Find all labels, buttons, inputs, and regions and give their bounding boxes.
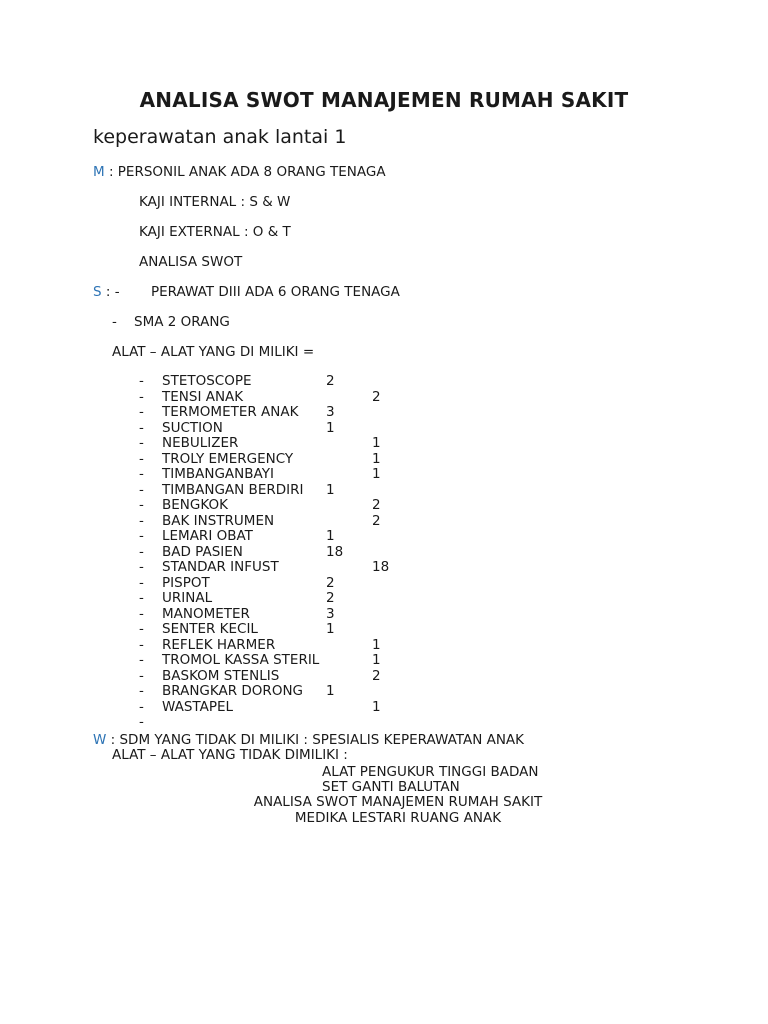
- list-item: [0, 576, 768, 592]
- list-bullet: -: [139, 528, 144, 544]
- w-line: [93, 732, 524, 748]
- item-name: MANOMETER: [162, 605, 250, 622]
- list-item: [0, 700, 768, 716]
- item-name: TROLY EMERGENCY: [162, 450, 294, 467]
- item-name: SUCTION: [162, 419, 223, 436]
- list-bullet: -: [139, 512, 144, 529]
- list-item: [0, 436, 768, 452]
- list-item: [0, 638, 768, 654]
- w-text: : SDM YANG TIDAK DI MILIKI : SPESIALIS KEPERAWATAN ANAK: [106, 732, 525, 748]
- item-name: BAK INSTRUMEN: [162, 512, 275, 529]
- item-name: TENSI ANAK: [162, 388, 244, 405]
- list-item: [0, 514, 768, 530]
- item-name: TIMBANGAN BERDIRI: [162, 481, 304, 498]
- item-quantity: 1: [372, 450, 381, 467]
- list-bullet: -: [139, 497, 144, 513]
- item-name: BASKOM STENLIS: [162, 667, 280, 684]
- list-bullet: -: [139, 543, 144, 560]
- list-bullet: -: [139, 466, 144, 482]
- list-bullet: -: [139, 605, 144, 622]
- alat-heading: ALAT – ALAT YANG DI MILIKI =: [112, 344, 315, 360]
- item-quantity: 2: [372, 497, 381, 513]
- equipment-list: [0, 374, 768, 731]
- item-name: TROMOL KASSA STERIL: [162, 652, 320, 668]
- item-quantity: 2: [326, 574, 335, 591]
- item-quantity: 1: [372, 636, 381, 653]
- list-item: [0, 374, 768, 390]
- list-bullet: -: [139, 698, 144, 715]
- document-subtitle: keperawatan anak lantai 1: [93, 126, 347, 148]
- m-key: M: [93, 164, 105, 180]
- item-quantity: 2: [326, 590, 335, 606]
- list-item: [0, 390, 768, 406]
- list-item: [0, 684, 768, 700]
- item-name: STANDAR INFUST: [162, 559, 279, 575]
- item-name: BAD PASIEN: [162, 543, 243, 560]
- s-key: S: [93, 284, 102, 300]
- sma-dash: -: [112, 314, 117, 330]
- list-item: [0, 669, 768, 685]
- item-quantity: 3: [326, 404, 335, 420]
- list-bullet: -: [139, 559, 144, 575]
- m-text: : PERSONIL ANAK ADA 8 ORANG TENAGA: [104, 164, 386, 180]
- list-item: [0, 622, 768, 638]
- item-quantity: 1: [326, 528, 335, 544]
- w-key: W: [93, 732, 107, 748]
- item-name: TIMBANGANBAYI: [162, 466, 274, 482]
- list-bullet: -: [139, 388, 144, 405]
- s-perawat: PERAWAT DIII ADA 6 ORANG TENAGA: [151, 284, 400, 300]
- item-quantity: 18: [372, 559, 390, 575]
- kaji-external: KAJI EXTERNAL : O & T: [139, 224, 291, 240]
- item-quantity: 1: [372, 698, 381, 715]
- item-quantity: 18: [326, 543, 344, 560]
- list-bullet: -: [139, 450, 144, 467]
- list-item: [0, 545, 768, 561]
- list-bullet: -: [139, 419, 144, 436]
- list-item: [0, 653, 768, 669]
- item-name: STETOSCOPE: [162, 373, 252, 389]
- list-item: [0, 483, 768, 499]
- item-name: REFLEK HARMER: [162, 636, 276, 653]
- list-bullet: -: [139, 714, 144, 730]
- list-bullet: -: [139, 574, 144, 591]
- list-bullet: -: [139, 667, 144, 684]
- sma-text: SMA 2 ORANG: [134, 314, 230, 330]
- footer-line-2: MEDIKA LESTARI RUANG ANAK: [294, 810, 502, 826]
- item-name: LEMARI OBAT: [162, 528, 253, 544]
- alat-pengukur: ALAT PENGUKUR TINGGI BADAN: [322, 764, 539, 780]
- list-bullet: -: [139, 481, 144, 498]
- analisa-swot-label: ANALISA SWOT: [139, 254, 243, 270]
- list-bullet: -: [139, 652, 144, 668]
- item-quantity: 1: [326, 481, 335, 498]
- list-item: [0, 467, 768, 483]
- s-text: : -: [101, 284, 120, 300]
- list-bullet: -: [139, 435, 144, 451]
- item-quantity: 1: [372, 466, 381, 482]
- list-item: [0, 529, 768, 545]
- item-name: NEBULIZER: [162, 435, 239, 451]
- list-bullet: -: [139, 683, 144, 699]
- s-line: [93, 284, 120, 300]
- document-title: ANALISA SWOT MANAJEMEN RUMAH SAKIT: [139, 88, 629, 112]
- item-quantity: 1: [372, 435, 381, 451]
- item-name: WASTAPEL: [162, 698, 234, 715]
- list-bullet: -: [139, 636, 144, 653]
- list-item: [0, 498, 768, 514]
- list-item: [0, 591, 768, 607]
- list-item: [0, 560, 768, 576]
- set-ganti-balutan: SET GANTI BALUTAN: [322, 779, 460, 795]
- item-name: SENTER KECIL: [162, 621, 258, 637]
- item-quantity: 1: [326, 683, 335, 699]
- item-quantity: 2: [372, 512, 381, 529]
- list-bullet: -: [139, 590, 144, 606]
- item-quantity: 2: [372, 388, 381, 405]
- item-quantity: 1: [326, 419, 335, 436]
- m-line: [93, 164, 386, 180]
- item-quantity: 1: [326, 621, 335, 637]
- list-bullet: -: [139, 621, 144, 637]
- item-name: BENGKOK: [162, 497, 228, 513]
- item-quantity: 2: [372, 667, 381, 684]
- item-quantity: 2: [326, 373, 335, 389]
- item-name: TERMOMETER ANAK: [162, 404, 299, 420]
- list-bullet: -: [139, 404, 144, 420]
- footer-line-1: ANALISA SWOT MANAJEMEN RUMAH SAKIT: [253, 794, 543, 810]
- list-item: [0, 421, 768, 437]
- list-item: [0, 452, 768, 468]
- list-item: [0, 607, 768, 623]
- kaji-internal: KAJI INTERNAL : S & W: [139, 194, 291, 210]
- item-name: BRANGKAR DORONG: [162, 683, 303, 699]
- item-name: PISPOT: [162, 574, 210, 591]
- list-item: [0, 405, 768, 421]
- list-item: [0, 715, 768, 731]
- item-quantity: 1: [372, 652, 381, 668]
- item-name: URINAL: [162, 590, 213, 606]
- alat-tidak-dimiliki: ALAT – ALAT YANG TIDAK DIMILIKI :: [112, 747, 348, 763]
- list-bullet: -: [139, 373, 144, 389]
- item-quantity: 3: [326, 605, 335, 622]
